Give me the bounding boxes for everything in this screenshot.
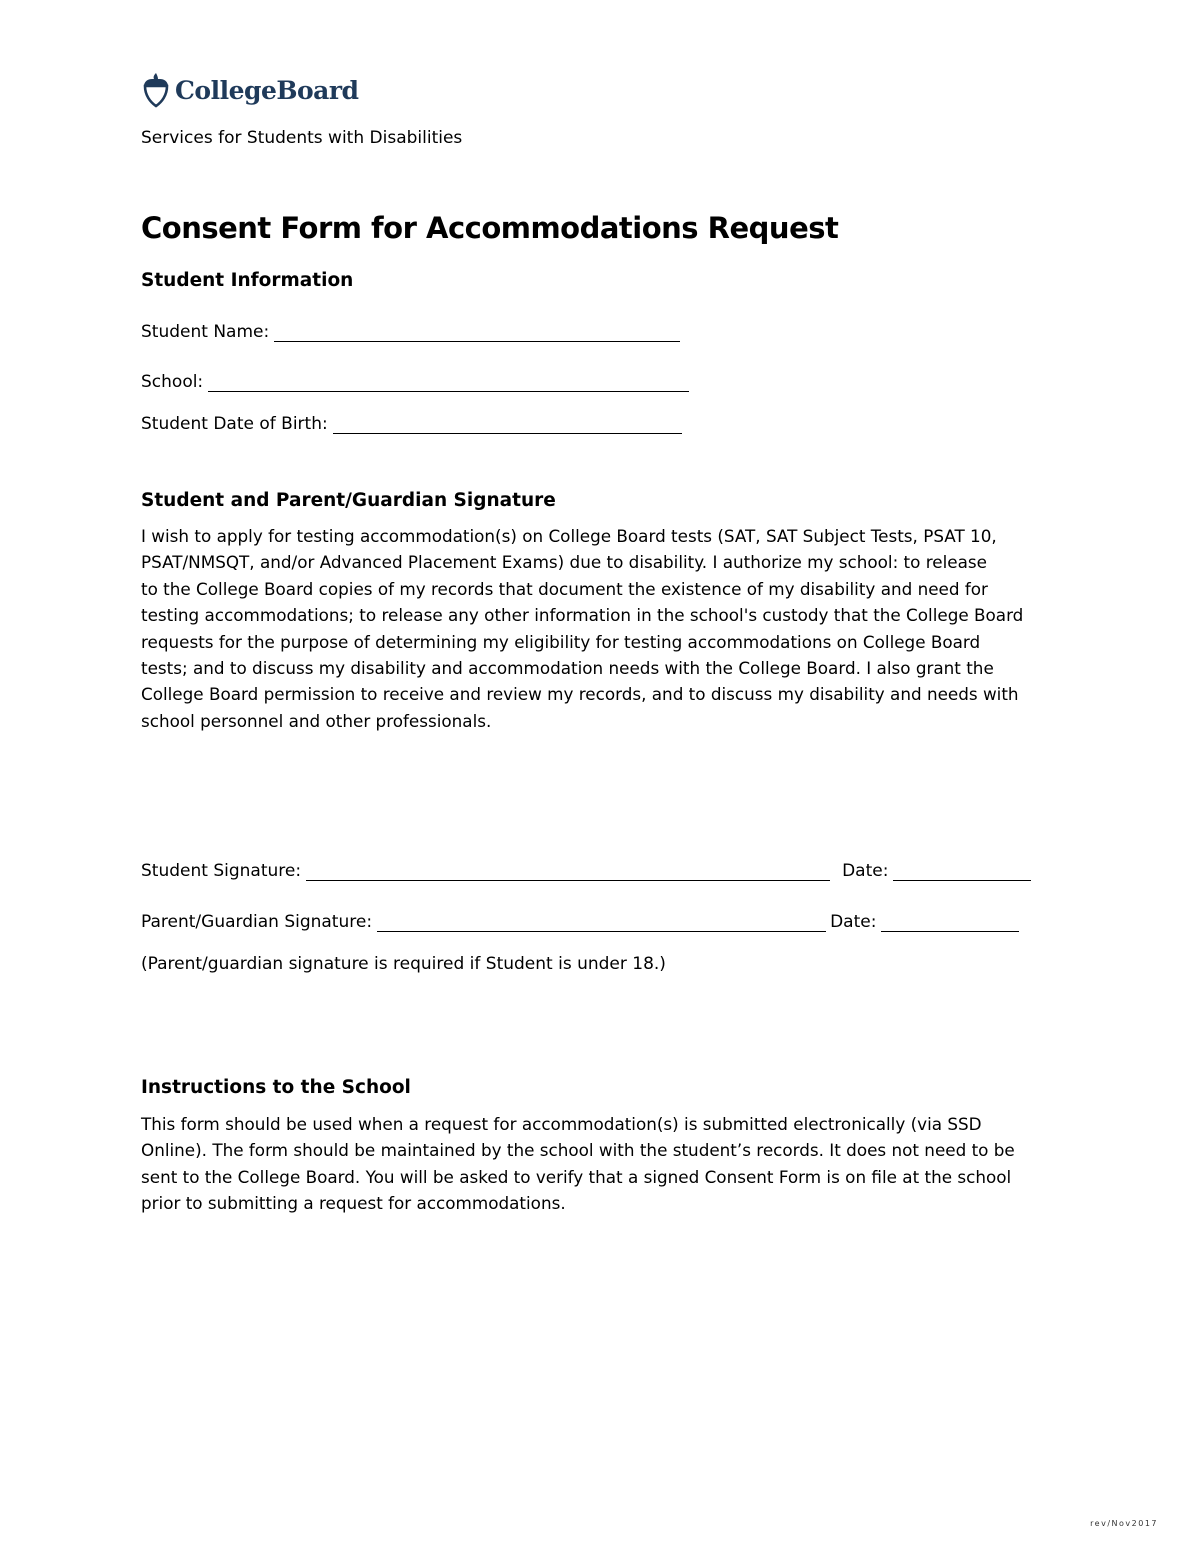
paragraph-line: PSAT/NMSQT, and/or Advanced Placement Exams) due to disability. I authorize my school: to release bbox=[141, 552, 987, 573]
paragraph-line: Online). The form should be maintained by the school with the student’s records. It does not need to be bbox=[141, 1140, 1015, 1161]
consent-paragraph bbox=[141, 523, 1066, 734]
revision-footer: rev/Nov2017 bbox=[1090, 1519, 1158, 1528]
dob-label: Student Date of Birth: bbox=[141, 414, 328, 434]
school-label: School: bbox=[141, 372, 204, 392]
paragraph-line: to the College Board copies of my records that document the existence of my disability and need for bbox=[141, 578, 988, 599]
parent-signature-field bbox=[141, 912, 1019, 932]
student-signature-line[interactable] bbox=[306, 866, 830, 881]
parent-signature-label: Parent/Guardian Signature: bbox=[141, 912, 373, 932]
paragraph-line: school personnel and other professionals. bbox=[141, 710, 492, 731]
paragraph-line: tests; and to discuss my disability and accommodation needs with the College Board. I also grant the bbox=[141, 658, 994, 679]
student-name-label: Student Name: bbox=[141, 322, 270, 342]
student-name-line[interactable] bbox=[274, 327, 680, 342]
paragraph-line: prior to submitting a request for accommodations. bbox=[141, 1193, 566, 1214]
paragraph-line: I wish to apply for testing accommodation(s) on College Board tests (SAT, SAT Subject Tests, PSAT 10, bbox=[141, 526, 997, 546]
acorn-icon bbox=[141, 71, 171, 109]
student-signature-field bbox=[141, 861, 1031, 881]
instructions-paragraph bbox=[141, 1111, 1066, 1217]
paragraph-line: sent to the College Board. You will be asked to verify that a signed Consent Form is on file at the school bbox=[141, 1166, 1012, 1187]
paragraph-line: testing accommodations; to release any other information in the school's custody that the College Board bbox=[141, 605, 1024, 626]
logo-text: CollegeBoard bbox=[175, 75, 359, 105]
signature-heading: Student and Parent/Guardian Signature bbox=[141, 490, 556, 511]
student-name-field bbox=[141, 322, 680, 342]
instructions-heading: Instructions to the School bbox=[141, 1077, 411, 1098]
student-info-heading: Student Information bbox=[141, 270, 354, 291]
student-date-line[interactable] bbox=[893, 866, 1031, 881]
parent-signature-line[interactable] bbox=[377, 917, 826, 932]
school-line[interactable] bbox=[208, 377, 689, 392]
parent-date-label: Date: bbox=[830, 912, 877, 932]
collegeboard-logo bbox=[141, 70, 359, 110]
parent-date-line[interactable] bbox=[881, 917, 1019, 932]
page-title: Consent Form for Accommodations Request bbox=[141, 211, 839, 245]
paragraph-line: This form should be used when a request for accommodation(s) is submitted electronically (via SSD bbox=[141, 1114, 982, 1134]
paragraph-line: requests for the purpose of determining my eligibility for testing accommodations on College Board bbox=[141, 631, 981, 652]
dob-line[interactable] bbox=[333, 419, 682, 434]
student-date-label: Date: bbox=[842, 861, 889, 881]
department-name: Services for Students with Disabilities bbox=[141, 128, 463, 148]
dob-field bbox=[141, 414, 682, 434]
school-field bbox=[141, 372, 689, 392]
paragraph-line: College Board permission to receive and review my records, and to discuss my disability and needs with bbox=[141, 684, 1019, 705]
student-signature-label: Student Signature: bbox=[141, 861, 302, 881]
parent-signature-note: (Parent/guardian signature is required if Student is under 18.) bbox=[141, 954, 666, 974]
